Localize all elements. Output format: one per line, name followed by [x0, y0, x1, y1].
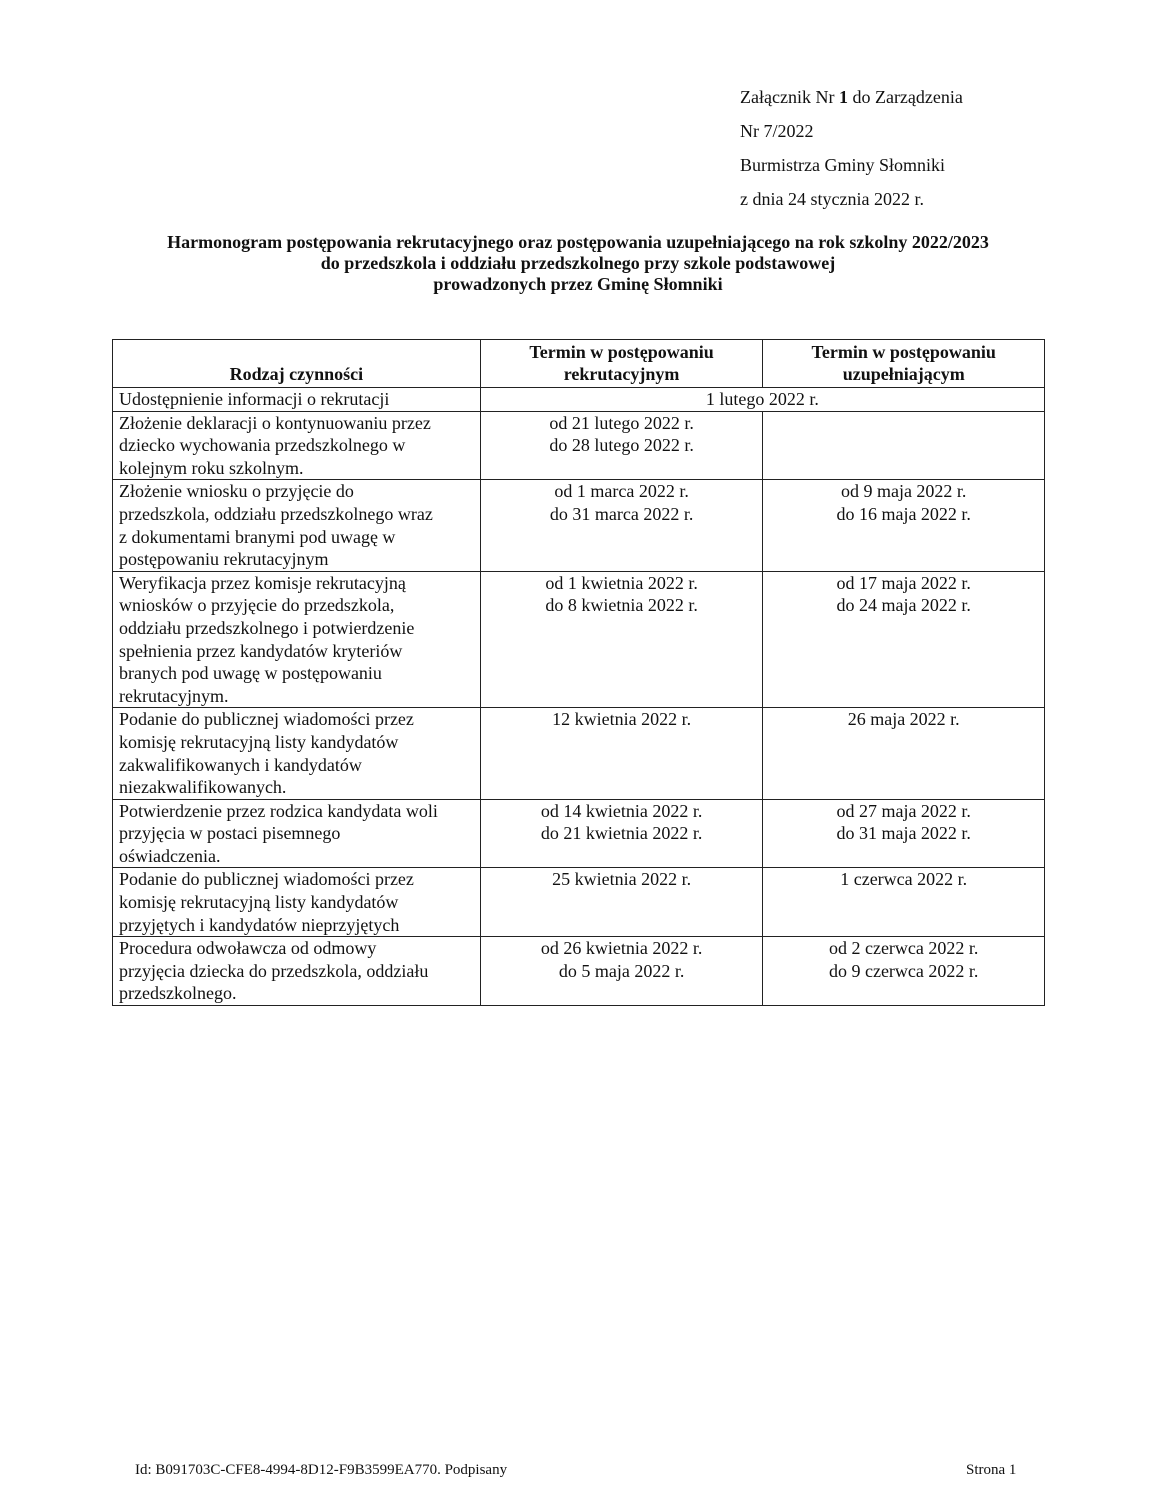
title-line-2: do przedszkola i oddziału przedszkolnego przy szkole podstawowej	[320, 253, 836, 273]
recruitment-date-cell: od 14 kwietnia 2022 r. do 21 kwietnia 2022 r.	[480, 799, 763, 868]
header-activity: Rodzaj czynności	[113, 340, 481, 388]
supplementary-date-cell	[763, 411, 1045, 480]
activity-cell: Złożenie deklaracji o kontynuowaniu przez dziecko wychowania przedszkolnego w kolejnym roku szkolnym.	[113, 411, 481, 480]
activity-cell: Procedura odwoławcza od odmowy przyjęcia dziecka do przedszkola, oddziału przedszkolnego.	[113, 937, 481, 1006]
supplementary-date-cell: od 2 czerwca 2022 r. do 9 czerwca 2022 r.	[763, 937, 1045, 1006]
recruitment-date-cell: 12 kwietnia 2022 r.	[480, 708, 763, 799]
supplementary-date-cell: 1 czerwca 2022 r.	[763, 868, 1045, 937]
table-row	[113, 388, 1045, 412]
recruitment-date-cell: od 21 lutego 2022 r. do 28 lutego 2022 r.	[480, 411, 763, 480]
table-row	[113, 480, 1045, 571]
activity-cell: Złożenie wniosku o przyjęcie do przedszkola, oddziału przedszkolnego wraz z dokumentami branymi pod uwagę w postępowaniu rekrutacyjnym	[113, 480, 481, 571]
shared-date-cell: 1 lutego 2022 r.	[480, 388, 1044, 412]
recruitment-date-cell: od 1 marca 2022 r. do 31 marca 2022 r.	[480, 480, 763, 571]
activity-cell: Weryfikacja przez komisje rekrutacyjną wniosków o przyjęcie do przedszkola, oddziału przedszkolnego i potwierdzenie spełnienia przez kandydatów kryteriów branych pod uwagę w postępowaniu rekrutacyjnym.	[113, 571, 481, 708]
table-header-row	[113, 340, 1045, 388]
activity-cell: Udostępnienie informacji o rekrutacji	[113, 388, 481, 412]
supplementary-date-cell: od 9 maja 2022 r. do 16 maja 2022 r.	[763, 480, 1045, 571]
table-row	[113, 411, 1045, 480]
page-number: Strona 1	[966, 1462, 1017, 1478]
annex-line-1: Załącznik Nr 1 do Zarządzenia	[740, 87, 963, 107]
recruitment-date-cell: od 1 kwietnia 2022 r. do 8 kwietnia 2022 r.	[480, 571, 763, 708]
document-title	[80, 232, 1076, 295]
annex-line-4: z dnia 24 stycznia 2022 r.	[740, 189, 924, 209]
recruitment-date-cell: 25 kwietnia 2022 r.	[480, 868, 763, 937]
table-row	[113, 571, 1045, 708]
annex-line-2: Nr 7/2022	[740, 121, 814, 141]
document-id: Id: B091703C-CFE8-4994-8D12-F9B3599EA770. Podpisany	[135, 1462, 508, 1478]
supplementary-date-cell: 26 maja 2022 r.	[763, 708, 1045, 799]
annex-line-3: Burmistrza Gminy Słomniki	[740, 155, 945, 175]
annex-number: 1	[838, 87, 848, 107]
header-recruitment: Termin w postępowaniu rekrutacyjnym	[480, 340, 763, 388]
table-row	[113, 708, 1045, 799]
table-row	[113, 937, 1045, 1006]
recruitment-date-cell: od 26 kwietnia 2022 r. do 5 maja 2022 r.	[480, 937, 763, 1006]
title-line-3: prowadzonych przez Gminę Słomniki	[433, 274, 723, 294]
annex-header	[740, 80, 1120, 216]
activity-cell: Potwierdzenie przez rodzica kandydata woli przyjęcia w postaci pisemnego oświadczenia.	[113, 799, 481, 868]
supplementary-date-cell: od 27 maja 2022 r. do 31 maja 2022 r.	[763, 799, 1045, 868]
table-row	[113, 868, 1045, 937]
activity-cell: Podanie do publicznej wiadomości przez komisję rekrutacyjną listy kandydatów zakwalifikowanych i kandydatów niezakwalifikowanych.	[113, 708, 481, 799]
title-line-1: Harmonogram postępowania rekrutacyjnego oraz postępowania uzupełniającego na rok szkolny 2022/2023	[167, 232, 989, 252]
supplementary-date-cell: od 17 maja 2022 r. do 24 maja 2022 r.	[763, 571, 1045, 708]
schedule-body	[113, 388, 1045, 1006]
table-row	[113, 799, 1045, 868]
schedule-table	[112, 339, 1045, 1006]
header-supplementary: Termin w postępowaniu uzupełniającym	[763, 340, 1045, 388]
activity-cell: Podanie do publicznej wiadomości przez komisję rekrutacyjną listy kandydatów przyjętych i kandydatów nieprzyjętych	[113, 868, 481, 937]
